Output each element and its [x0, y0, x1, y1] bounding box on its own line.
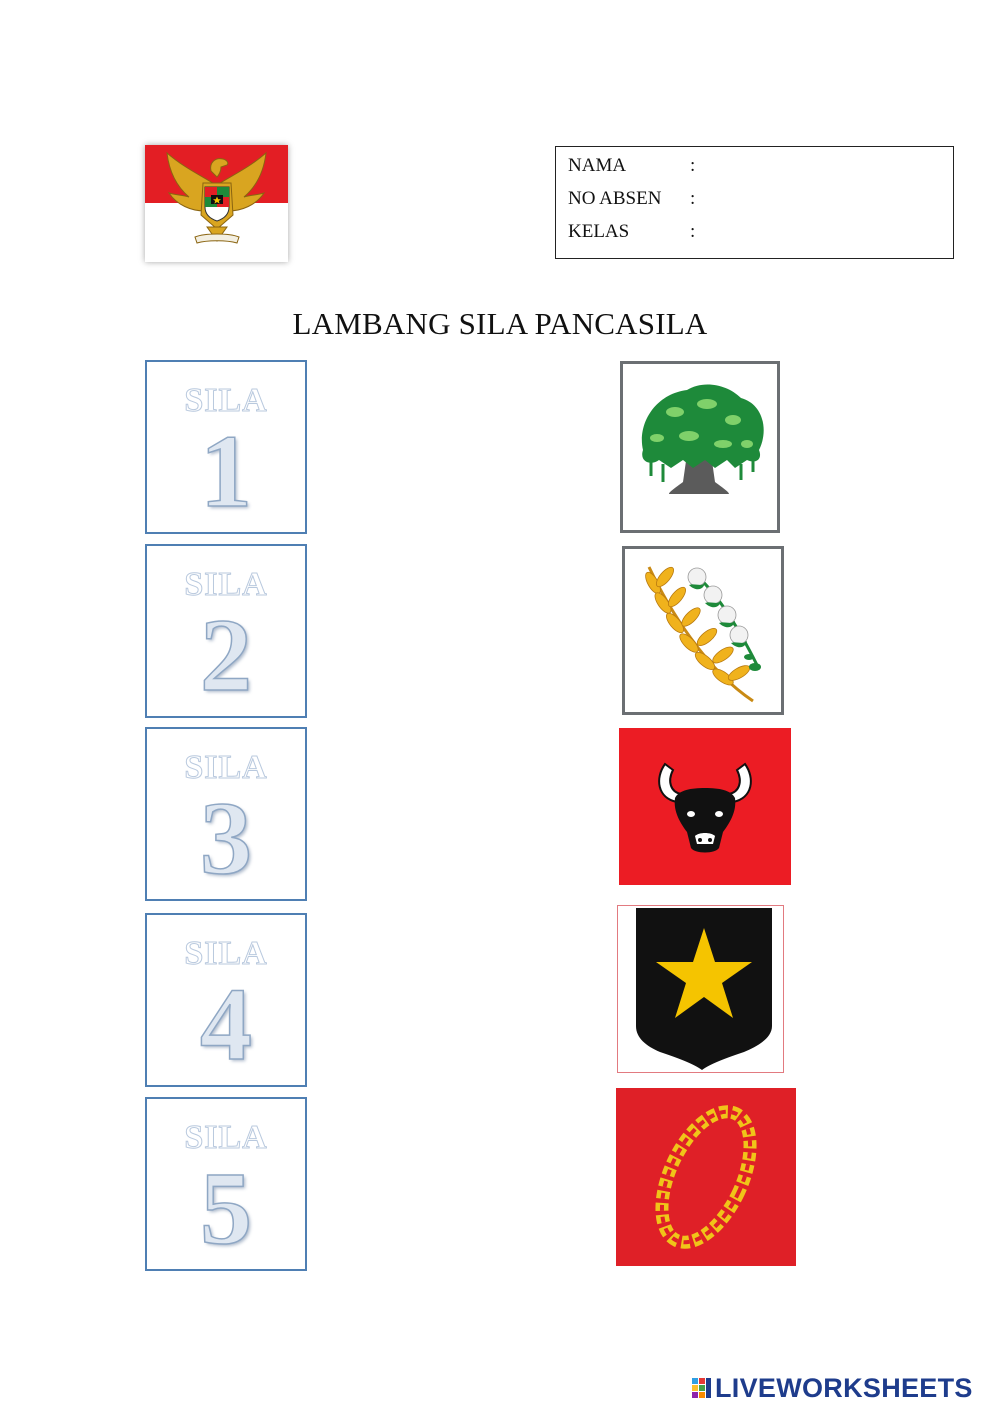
- absen-label: NO ABSEN: [568, 188, 662, 209]
- sila-word: SILA: [184, 1119, 268, 1156]
- class-label: KELAS: [568, 221, 630, 242]
- rice-cotton-icon[interactable]: [622, 546, 784, 715]
- sila-card-5[interactable]: [145, 1097, 307, 1271]
- page-title: LAMBANG SILA PANCASILA: [292, 306, 708, 341]
- garuda-emblem-image: [145, 145, 288, 262]
- class-row: [568, 221, 695, 243]
- name-colon: :: [690, 155, 696, 176]
- liveworksheets-logo: [692, 1373, 973, 1403]
- name-label: NAMA: [568, 155, 627, 176]
- sila-number: 3: [200, 781, 252, 896]
- sila-card-4[interactable]: [145, 913, 307, 1087]
- bull-head-icon[interactable]: [619, 728, 791, 885]
- sila-number: 5: [200, 1151, 252, 1266]
- sila-card-1[interactable]: [145, 360, 307, 534]
- star-shield-icon[interactable]: [617, 905, 784, 1073]
- sila-word: SILA: [184, 935, 268, 972]
- liveworksheets-logo-icon: [692, 1376, 712, 1400]
- absen-colon: :: [690, 188, 696, 209]
- name-row: [568, 155, 695, 177]
- banyan-tree-icon[interactable]: [620, 361, 780, 533]
- liveworksheets-brand-text: LIVEWORKSHEETS: [715, 1372, 973, 1403]
- class-colon: :: [690, 221, 696, 242]
- sila-word: SILA: [184, 566, 268, 603]
- chain-icon[interactable]: [616, 1088, 796, 1266]
- sila-word: SILA: [184, 749, 268, 786]
- sila-word: SILA: [184, 382, 268, 419]
- sila-number: 2: [200, 598, 252, 713]
- student-info-box: [555, 146, 954, 259]
- sila-card-2[interactable]: [145, 544, 307, 718]
- sila-number: 1: [200, 414, 252, 529]
- sila-number: 4: [200, 967, 252, 1082]
- sila-card-3[interactable]: [145, 727, 307, 901]
- absen-row: [568, 188, 695, 210]
